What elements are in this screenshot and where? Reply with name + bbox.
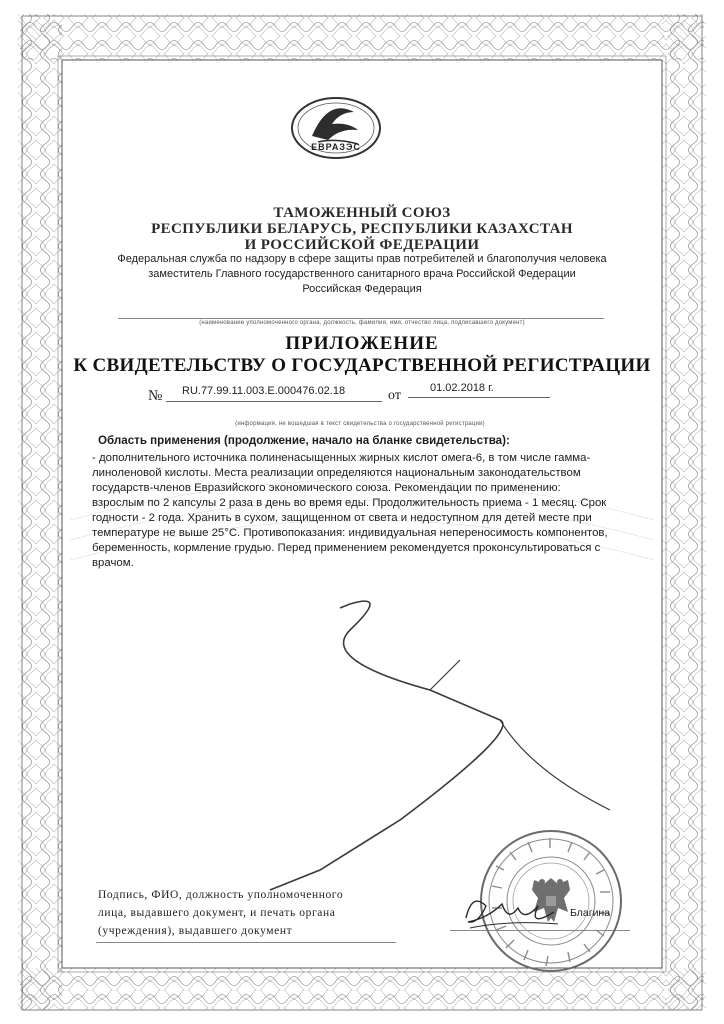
signer-name: Благина — [570, 907, 611, 919]
signature-caption-line: лица, выдавшего документ, и печать органа — [98, 907, 336, 919]
appendix-title: ПРИЛОЖЕНИЕ — [285, 333, 439, 354]
number-label: № — [148, 388, 163, 404]
union-members: РЕСПУБЛИКИ БЕЛАРУСЬ, РЕСПУБЛИКИ КАЗАХСТАН — [151, 221, 573, 237]
date-underline — [408, 397, 550, 398]
authority-name: Федеральная служба по надзору в сфере защиты прав потребителей и благополучия человека — [117, 253, 607, 265]
signature-caption-line: (учреждения), выдавшего документ — [98, 925, 293, 937]
content-line: врачом. — [92, 557, 134, 569]
authority-country: Российская Федерация — [302, 283, 422, 295]
content-line: температуре не выше 25°С. Противопоказания: индивидуальная непереносимость компонентов, — [92, 527, 608, 539]
content-line: взрослым по 2 капсулы 2 раза в день во время еды. Продолжительность приема - 1 месяц. Срок — [92, 497, 607, 509]
registration-date: 01.02.2018 г. — [430, 382, 494, 394]
content-line: линоленовой кислоты. Места реализации определяются национальным законодательством — [92, 467, 581, 479]
registration-number: RU.77.99.11.003.E.000476.02.18 — [182, 385, 346, 397]
header-underline — [118, 318, 604, 319]
emblem-label: ЕВРАЗЭС — [311, 142, 361, 152]
union-federation: И РОССИЙСКОЙ ФЕДЕРАЦИИ — [244, 237, 480, 253]
authority-caption: (наименование уполномоченного органа, должность, фамилия, имя, отчество лица, подписавшего документ) — [199, 320, 525, 326]
handwritten-signature — [458, 888, 568, 938]
content-line: государств-членов Евразийского экономического союза. Рекомендации по применению: — [92, 482, 561, 494]
content-heading: Область применения (продолжение, начало на бланке свидетельства): — [98, 434, 510, 447]
signature-caption-line: Подпись, ФИО, должность уполномоченного — [98, 889, 344, 901]
appendix-subtitle: К СВИДЕТЕЛЬСТВУ О ГОСУДАРСТВЕННОЙ РЕГИСТРАЦИИ — [73, 355, 651, 376]
signature-line — [96, 942, 396, 943]
content-line: годности - 2 года. Хранить в сухом, защищенном от света и недоступном для детей месте при — [92, 512, 592, 524]
authority-position: заместитель Главного государственного санитарного врача Российской Федерации — [148, 268, 576, 280]
number-underline — [166, 401, 382, 402]
content-line: - дополнительного источника полиненасыщенных жирных кислот омега-6, в том числе гамма- — [92, 452, 591, 464]
registration-caption: (информация, не вошедшая в текст свидетельства о государственной регистрации) — [235, 421, 485, 427]
emblem-logo — [288, 92, 384, 164]
date-label: от — [388, 388, 401, 403]
union-title: ТАМОЖЕННЫЙ СОЮЗ — [273, 205, 451, 221]
content-line: беременность, кормление грудью. Перед применением рекомендуется проконсультироваться с — [92, 542, 601, 554]
